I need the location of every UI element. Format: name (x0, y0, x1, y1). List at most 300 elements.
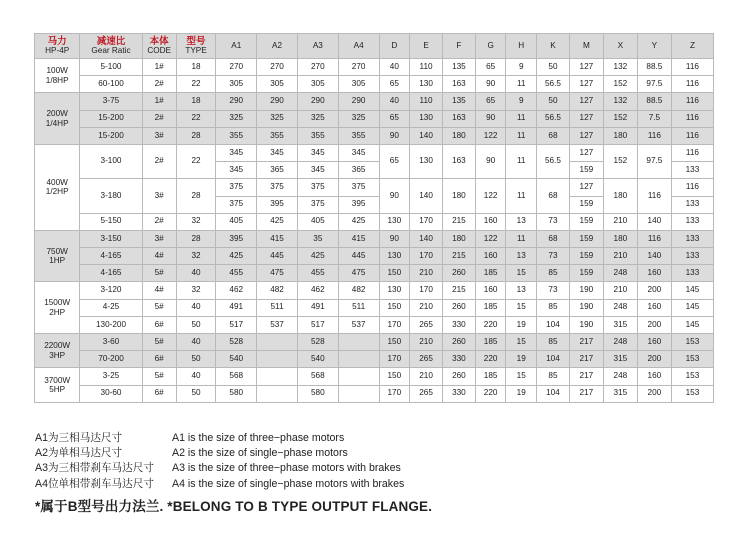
dim-cell: 345 (257, 144, 298, 161)
dim-cell: 170 (379, 351, 410, 368)
type-cell: 40 (176, 299, 216, 316)
code-cell: 2# (142, 144, 176, 178)
code-cell: 2# (142, 213, 176, 230)
dim-cell: 260 (442, 334, 475, 351)
dim-cell: 56.5 (537, 110, 570, 127)
note-zh: A3为三相带刹车马达尺寸 (35, 462, 154, 475)
dim-cell: 170 (410, 282, 443, 299)
dim-cell: 159 (569, 248, 603, 265)
dim-cell: 325 (338, 110, 379, 127)
code-cell: 5# (142, 299, 176, 316)
dim-cell: 455 (216, 265, 257, 282)
dim-cell: 215 (442, 248, 475, 265)
dim-cell: 116 (671, 179, 713, 196)
table-row (35, 213, 714, 230)
dim-cell: 153 (671, 334, 713, 351)
type-cell: 40 (176, 265, 216, 282)
type-cell: 32 (176, 282, 216, 299)
dim-cell: 150 (379, 265, 410, 282)
dim-cell: 462 (297, 282, 338, 299)
ratio-cell: 3-100 (80, 144, 142, 178)
header-type-zh: 型号 (186, 35, 206, 47)
dim-cell: 445 (338, 248, 379, 265)
note-en: A3 is the size of three−phase motors with brakes (172, 462, 401, 475)
dim-cell: 159 (569, 213, 603, 230)
dim-cell: 210 (410, 265, 443, 282)
code-cell: 1# (142, 93, 176, 110)
dim-cell: 375 (257, 179, 298, 196)
code-cell: 5# (142, 265, 176, 282)
dim-cell (338, 368, 379, 385)
dim-cell: 425 (297, 248, 338, 265)
ratio-cell: 3-60 (80, 334, 142, 351)
dim-cell: 537 (338, 316, 379, 333)
dim-cell: 160 (475, 213, 506, 230)
dim-cell: 9 (506, 93, 537, 110)
dim-cell: 97.5 (637, 144, 671, 178)
dim-cell: 65 (379, 76, 410, 93)
type-cell: 28 (176, 127, 216, 144)
dim-cell: 90 (475, 76, 506, 93)
dim-cell: 445 (257, 248, 298, 265)
dim-cell: 68 (537, 127, 570, 144)
power-cell (35, 59, 80, 93)
dim-cell: 185 (475, 299, 506, 316)
dim-cell: 50 (537, 59, 570, 76)
dim-cell: 482 (257, 282, 298, 299)
dim-cell: 210 (603, 282, 637, 299)
type-cell: 50 (176, 316, 216, 333)
dim-cell: 85 (537, 299, 570, 316)
dim-cell: 415 (257, 230, 298, 247)
dim-cell: 116 (637, 230, 671, 247)
dim-cell: 540 (297, 351, 338, 368)
dim-cell: 132 (603, 93, 637, 110)
dim-cell: 163 (442, 76, 475, 93)
dim-cell: 11 (506, 110, 537, 127)
dim-cell: 160 (475, 282, 506, 299)
dim-cell: 73 (537, 282, 570, 299)
dim-cell: 568 (297, 368, 338, 385)
dim-cell: 90 (475, 110, 506, 127)
code-cell: 5# (142, 368, 176, 385)
power-cell (35, 282, 80, 334)
dim-cell: 127 (569, 59, 603, 76)
dim-cell: 290 (216, 93, 257, 110)
dim-cell: 355 (257, 127, 298, 144)
header-ratio-zh: 减速比 (96, 35, 126, 47)
power-cell (35, 144, 80, 230)
header-dim: H (506, 34, 537, 59)
dim-cell: 375 (297, 179, 338, 196)
code-cell: 6# (142, 385, 176, 402)
note-a1 (35, 431, 404, 446)
dim-cell: 185 (475, 368, 506, 385)
power-label: 400W (46, 177, 68, 187)
dim-cell: 375 (216, 179, 257, 196)
dim-cell: 135 (442, 93, 475, 110)
type-cell: 32 (176, 213, 216, 230)
dim-cell: 290 (338, 93, 379, 110)
flange-footnote: *属于B型号出力法兰. *BELONG TO B TYPE OUTPUT FLANGE. (35, 499, 433, 514)
dim-cell: 135 (442, 59, 475, 76)
dim-cell: 110 (410, 93, 443, 110)
power-label: 750W (46, 246, 68, 256)
ratio-cell: 4-165 (80, 265, 142, 282)
note-zh: A4位单相带刹车马达尺寸 (35, 477, 154, 490)
dim-cell: 305 (216, 76, 257, 93)
header-power (35, 34, 80, 59)
dim-cell: 11 (506, 127, 537, 144)
power-label: 5HP (49, 385, 66, 395)
dim-cell: 491 (216, 299, 257, 316)
dim-cell: 104 (537, 316, 570, 333)
dim-cell: 145 (671, 282, 713, 299)
dim-cell: 40 (379, 59, 410, 76)
dim-cell: 133 (671, 213, 713, 230)
dim-cell: 355 (297, 127, 338, 144)
dim-cell: 90 (475, 144, 506, 178)
dim-cell: 130 (410, 144, 443, 178)
dim-cell: 88.5 (637, 59, 671, 76)
dim-cell (257, 351, 298, 368)
dim-cell: 122 (475, 179, 506, 213)
dim-cell: 315 (603, 351, 637, 368)
dim-cell: 140 (637, 213, 671, 230)
header-ratio-en: Gear Ratic (91, 45, 131, 55)
header-type-en: TYPE (185, 45, 207, 55)
dim-cell: 217 (569, 334, 603, 351)
dim-cell: 153 (671, 368, 713, 385)
dim-cell (338, 351, 379, 368)
dim-cell: 140 (410, 127, 443, 144)
dim-cell: 210 (410, 368, 443, 385)
dim-cell: 215 (442, 213, 475, 230)
dim-cell: 56.5 (537, 76, 570, 93)
note-a3 (35, 461, 404, 476)
header-dim: M (569, 34, 603, 59)
type-cell: 22 (176, 110, 216, 127)
dim-cell: 200 (637, 351, 671, 368)
header-power-en: HP-4P (45, 45, 70, 55)
ratio-cell: 30-60 (80, 385, 142, 402)
dim-cell: 395 (216, 230, 257, 247)
dim-cell: 140 (637, 248, 671, 265)
dim-cell: 482 (338, 282, 379, 299)
dim-cell: 133 (671, 196, 713, 213)
ratio-cell: 3-150 (80, 230, 142, 247)
header-dim: X (603, 34, 637, 59)
dim-cell: 330 (442, 316, 475, 333)
dim-cell: 305 (257, 76, 298, 93)
dim-cell: 65 (475, 93, 506, 110)
header-power-zh: 马力 (47, 35, 67, 47)
table-row (35, 230, 714, 247)
type-cell: 40 (176, 334, 216, 351)
dim-cell: 200 (637, 282, 671, 299)
dim-cell (257, 334, 298, 351)
dim-cell: 90 (379, 230, 410, 247)
dim-cell: 425 (257, 213, 298, 230)
dim-cell: 127 (569, 144, 603, 161)
header-dim: G (475, 34, 506, 59)
dim-cell: 35 (297, 230, 338, 247)
dim-cell: 290 (297, 93, 338, 110)
code-cell: 6# (142, 351, 176, 368)
dim-cell: 11 (506, 230, 537, 247)
dim-cell: 133 (671, 248, 713, 265)
dim-cell: 127 (569, 179, 603, 196)
dim-cell: 170 (410, 248, 443, 265)
code-cell: 3# (142, 127, 176, 144)
power-cell (35, 334, 80, 368)
dim-cell: 163 (442, 144, 475, 178)
dim-cell: 475 (338, 265, 379, 282)
ratio-cell: 4-165 (80, 248, 142, 265)
dim-cell: 159 (569, 265, 603, 282)
ratio-cell: 130-200 (80, 316, 142, 333)
dim-cell: 160 (475, 248, 506, 265)
dim-cell: 217 (569, 368, 603, 385)
header-dim: Z (671, 34, 713, 59)
dim-cell: 97.5 (637, 76, 671, 93)
table-row (35, 93, 714, 110)
ratio-cell: 15-200 (80, 110, 142, 127)
dim-cell: 425 (216, 248, 257, 265)
dim-cell: 140 (410, 179, 443, 213)
header-dim: Y (637, 34, 671, 59)
power-label: 2HP (49, 307, 66, 317)
dim-cell: 345 (216, 144, 257, 161)
dim-cell: 116 (637, 179, 671, 213)
code-cell: 5# (142, 334, 176, 351)
dim-cell: 104 (537, 351, 570, 368)
dim-cell: 15 (506, 299, 537, 316)
dim-cell: 133 (671, 230, 713, 247)
type-cell: 50 (176, 351, 216, 368)
dim-cell: 140 (410, 230, 443, 247)
dim-cell: 248 (603, 299, 637, 316)
dim-cell: 180 (442, 230, 475, 247)
dim-cell: 133 (671, 162, 713, 179)
dim-cell: 325 (216, 110, 257, 127)
type-cell: 18 (176, 93, 216, 110)
dim-cell: 116 (671, 76, 713, 93)
dim-cell: 104 (537, 385, 570, 402)
dim-cell: 511 (257, 299, 298, 316)
dim-cell: 13 (506, 282, 537, 299)
dim-cell: 13 (506, 248, 537, 265)
ratio-cell: 15-200 (80, 127, 142, 144)
type-cell: 40 (176, 368, 216, 385)
note-zh: A1为三相马达尺寸 (35, 432, 123, 444)
dim-cell: 15 (506, 334, 537, 351)
table-row (35, 110, 714, 127)
dim-cell: 180 (603, 179, 637, 213)
note-en: A4 is the size of single−phase motors with brakes (172, 477, 405, 490)
dim-cell: 265 (410, 351, 443, 368)
dim-cell: 7.5 (637, 110, 671, 127)
power-label: 3700W (44, 375, 71, 385)
dim-cell: 180 (442, 127, 475, 144)
dim-cell: 265 (410, 385, 443, 402)
header-dim: A1 (216, 34, 257, 59)
dim-cell: 116 (671, 59, 713, 76)
power-cell (35, 230, 80, 282)
dim-cell: 345 (338, 144, 379, 161)
table-row (35, 299, 714, 316)
table-row (35, 179, 714, 196)
header-code-en: CODE (147, 45, 171, 55)
dim-cell (338, 334, 379, 351)
table-row (35, 127, 714, 144)
dim-cell: 345 (297, 144, 338, 161)
dim-cell: 395 (257, 196, 298, 213)
dim-cell: 190 (569, 299, 603, 316)
ratio-cell: 60-100 (80, 76, 142, 93)
dim-cell: 68 (537, 179, 570, 213)
table-row (35, 265, 714, 282)
dim-cell: 9 (506, 59, 537, 76)
dim-cell: 159 (569, 162, 603, 179)
header-dim: K (537, 34, 570, 59)
dim-cell: 180 (603, 230, 637, 247)
dim-cell: 127 (569, 127, 603, 144)
dim-cell: 130 (379, 213, 410, 230)
dim-cell: 15 (506, 368, 537, 385)
dim-cell: 375 (297, 196, 338, 213)
dim-cell: 248 (603, 368, 637, 385)
dim-cell: 19 (506, 316, 537, 333)
dim-cell: 170 (410, 213, 443, 230)
dim-cell: 217 (569, 351, 603, 368)
power-label: 1/4HP (45, 118, 69, 128)
dim-cell: 220 (475, 385, 506, 402)
dim-cell: 145 (671, 316, 713, 333)
power-label: 200W (46, 109, 68, 119)
dim-cell: 180 (442, 179, 475, 213)
dim-cell: 462 (216, 282, 257, 299)
note-en: A2 is the size of single−phase motors (172, 447, 348, 460)
dim-cell: 160 (637, 334, 671, 351)
dim-cell: 491 (297, 299, 338, 316)
dim-cell: 11 (506, 179, 537, 213)
dim-cell: 68 (537, 230, 570, 247)
code-cell: 4# (142, 248, 176, 265)
dim-cell: 355 (338, 127, 379, 144)
dim-cell: 200 (637, 316, 671, 333)
dim-cell: 150 (379, 368, 410, 385)
dim-cell: 88.5 (637, 93, 671, 110)
power-cell (35, 93, 80, 145)
code-cell: 2# (142, 110, 176, 127)
code-cell: 4# (142, 282, 176, 299)
dim-cell: 130 (410, 76, 443, 93)
header-dim: A2 (257, 34, 298, 59)
dim-cell: 210 (410, 334, 443, 351)
header-ratio (80, 34, 142, 59)
type-cell: 18 (176, 59, 216, 76)
dim-cell: 540 (216, 351, 257, 368)
dim-cell: 127 (569, 76, 603, 93)
dim-cell: 170 (379, 316, 410, 333)
dim-cell: 127 (569, 93, 603, 110)
dim-cell (257, 385, 298, 402)
dim-cell (338, 385, 379, 402)
power-label: 1/2HP (45, 187, 69, 197)
table-row (35, 282, 714, 299)
dim-cell: 405 (297, 213, 338, 230)
dim-cell: 160 (637, 368, 671, 385)
type-cell: 32 (176, 248, 216, 265)
header-dim: A3 (297, 34, 338, 59)
table-row (35, 385, 714, 402)
table-row (35, 316, 714, 333)
power-cell (35, 368, 80, 402)
note-a2 (35, 446, 404, 461)
dim-cell: 130 (379, 282, 410, 299)
ratio-cell: 5-150 (80, 213, 142, 230)
power-label: 2200W (44, 341, 71, 351)
dim-cell: 65 (379, 144, 410, 178)
power-label: 100W (46, 66, 68, 76)
dim-cell: 210 (410, 299, 443, 316)
dim-cell: 85 (537, 334, 570, 351)
dim-cell: 210 (603, 248, 637, 265)
power-label: 1/8HP (45, 75, 69, 85)
dim-cell: 73 (537, 213, 570, 230)
dim-cell: 330 (442, 351, 475, 368)
code-cell: 3# (142, 230, 176, 247)
code-cell: 2# (142, 76, 176, 93)
dim-cell: 580 (297, 385, 338, 402)
code-cell: 3# (142, 179, 176, 213)
table-row (35, 144, 714, 161)
dim-cell: 160 (637, 265, 671, 282)
dim-cell: 190 (569, 316, 603, 333)
ratio-cell: 4-25 (80, 299, 142, 316)
dim-cell: 150 (379, 334, 410, 351)
dim-cell: 85 (537, 368, 570, 385)
power-label: 1HP (49, 256, 66, 266)
dim-cell: 133 (671, 265, 713, 282)
dim-cell: 116 (637, 127, 671, 144)
dim-cell: 185 (475, 265, 506, 282)
dim-cell: 580 (216, 385, 257, 402)
dim-cell: 152 (603, 110, 637, 127)
dim-cell: 11 (506, 144, 537, 178)
note-zh: A2为单相马达尺寸 (35, 447, 123, 460)
dim-cell: 210 (603, 213, 637, 230)
dim-cell: 425 (338, 213, 379, 230)
ratio-cell: 3-75 (80, 93, 142, 110)
table-row (35, 248, 714, 265)
dim-cell: 65 (379, 110, 410, 127)
header-dim: A4 (338, 34, 379, 59)
dim-cell: 13 (506, 213, 537, 230)
dim-cell: 365 (338, 162, 379, 179)
dim-cell: 220 (475, 316, 506, 333)
dim-cell: 415 (338, 230, 379, 247)
dim-cell: 270 (216, 59, 257, 76)
note-en: A1 is the size of three−phase motors (172, 432, 345, 444)
dim-cell: 517 (216, 316, 257, 333)
dim-cell: 110 (410, 59, 443, 76)
dim-cell: 145 (671, 299, 713, 316)
dim-cell: 185 (475, 334, 506, 351)
dim-cell: 325 (297, 110, 338, 127)
dim-cell: 130 (379, 248, 410, 265)
